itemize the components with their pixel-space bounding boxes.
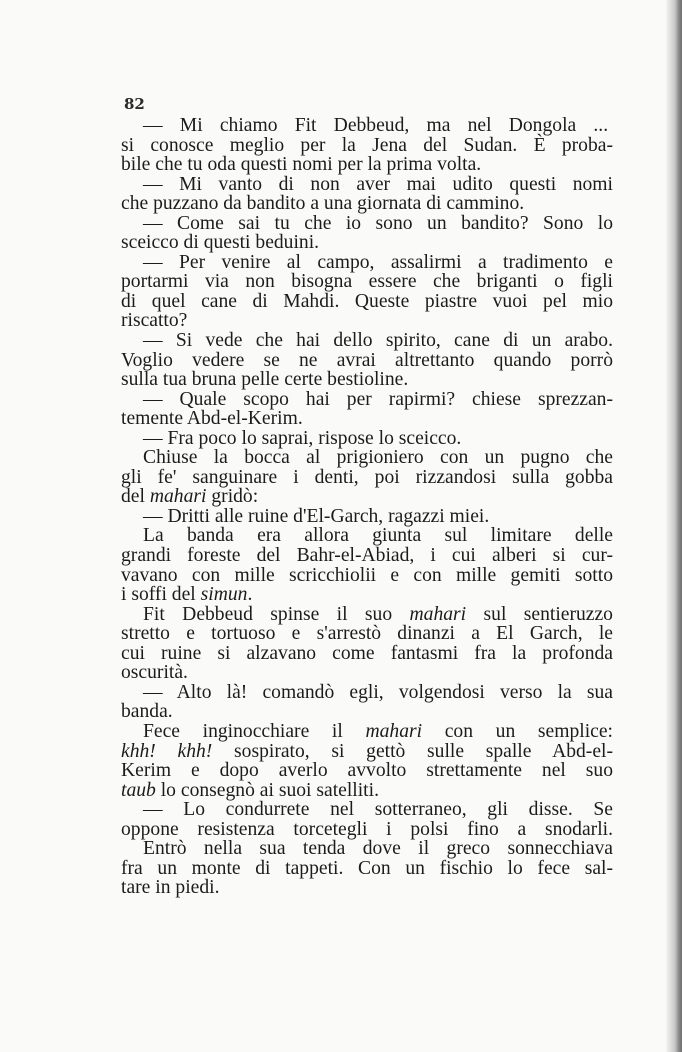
- text-line: bile che tu oda questi nomi per la prima volta.: [121, 154, 482, 176]
- text-run: Fece inginocchiare il: [143, 720, 366, 742]
- text-line: — Alto là! comandò egli, volgendosi verso la sua: [143, 681, 613, 703]
- text-line: fra un monte di tappeti. Con un fischio lo fece sal-: [121, 857, 613, 879]
- book-spine-shadow: [666, 0, 682, 1052]
- text-line: sulla tua bruna pelle certe bestioline.: [121, 369, 409, 391]
- italic-word: simun: [200, 584, 248, 606]
- text-line: cui ruine si alzavano come fantasmi fra la profonda: [121, 642, 613, 664]
- page-number: 82: [124, 95, 145, 113]
- text-line: Chiuse la bocca al prigioniero con un pugno che: [143, 447, 613, 469]
- text-line: Kerim e dopo averlo avvolto strettamente nel suo: [121, 760, 613, 782]
- italic-word: mahari: [409, 603, 467, 625]
- text-line: [121, 742, 613, 762]
- text-line: — Fra poco lo saprai, rispose lo sceicco.: [143, 427, 462, 449]
- text-line: oscurità.: [121, 662, 188, 684]
- text-line: che puzzano da bandito a una giornata di cammino.: [121, 193, 525, 215]
- italic-word: khh! khh!: [121, 740, 213, 762]
- text-line: — Si vede che hai dello spirito, cane di un arabo.: [143, 330, 613, 352]
- text-line: — Dritti alle ruine d'El-Garch, ragazzi miei.: [143, 505, 490, 527]
- text-line: Entrò nella sua tenda dove il greco sonnecchiava: [143, 838, 613, 860]
- text-run: sospirato, si gettò sulle spalle Abd-el-: [212, 740, 613, 762]
- text-line: — Quale scopo hai per rapirmi? chiese sprezzan-: [143, 388, 613, 410]
- text-line: — Mi vanto di non aver mai udito questi nomi: [143, 173, 613, 195]
- text-run: .: [247, 584, 253, 606]
- text-line: stretto e tortuoso e s'arrestò dinanzi a El Garch, le: [121, 623, 613, 645]
- text-run: i soffi del: [121, 584, 201, 606]
- text-line: — Mi chiamo Fit Debbeud, ma nel Dongola ...: [143, 115, 613, 136]
- text-line: tare in piedi.: [121, 877, 220, 899]
- text-line: sceicco di questi beduini.: [121, 232, 320, 254]
- text-line: [121, 605, 613, 625]
- text-line: La banda era allora giunta sul limitare delle: [143, 525, 613, 547]
- text-run: gridò:: [206, 486, 259, 508]
- text-line: [121, 487, 613, 507]
- text-line: — Come sai tu che io sono un bandito? Sono lo: [143, 212, 613, 234]
- text-line: — Per venire al campo, assalirmi a tradimento e: [143, 251, 613, 273]
- text-run: Fit Debbeud spinse il suo: [143, 603, 410, 625]
- text-run: del: [121, 486, 150, 508]
- body-text: [121, 116, 613, 898]
- text-line: Voglio vedere se ne avrai altrettanto quando porrò: [121, 349, 613, 371]
- text-line: grandi foreste del Bahr-el-Abiad, i cui alberi si cur-: [121, 545, 613, 567]
- text-line: di quel cane di Mahdi. Queste piastre vuoi pel mio: [121, 290, 613, 312]
- text-line: riscatto?: [121, 310, 188, 332]
- text-line: — Lo condurrete nel sotterraneo, gli disse. Se: [143, 799, 613, 821]
- text-line: temente Abd-el-Kerim.: [121, 408, 303, 430]
- text-line: oppone resistenza torcetegli i polsi fino a snodarli.: [121, 818, 613, 840]
- text-line: gli fe' sanguinare i denti, poi rizzandosi sulla gobba: [121, 466, 613, 488]
- italic-word: mahari: [149, 486, 207, 508]
- italic-word: taub: [121, 779, 156, 801]
- text-line: [121, 781, 613, 801]
- text-run: sul sentieruzzo: [466, 603, 613, 625]
- text-line: [121, 722, 613, 742]
- text-line: banda.: [121, 701, 173, 723]
- text-run: con un semplice:: [422, 720, 613, 742]
- text-line: vavano con mille scricchiolii e con mille gemiti sotto: [121, 564, 613, 586]
- text-line: [121, 585, 613, 605]
- text-line: si conosce meglio per la Jena del Sudan. È proba-: [121, 134, 613, 156]
- text-line: portarmi via non bisogna essere che briganti o figli: [121, 271, 613, 293]
- text-run: lo consegnò ai suoi satelliti.: [155, 779, 379, 801]
- italic-word: mahari: [365, 720, 423, 742]
